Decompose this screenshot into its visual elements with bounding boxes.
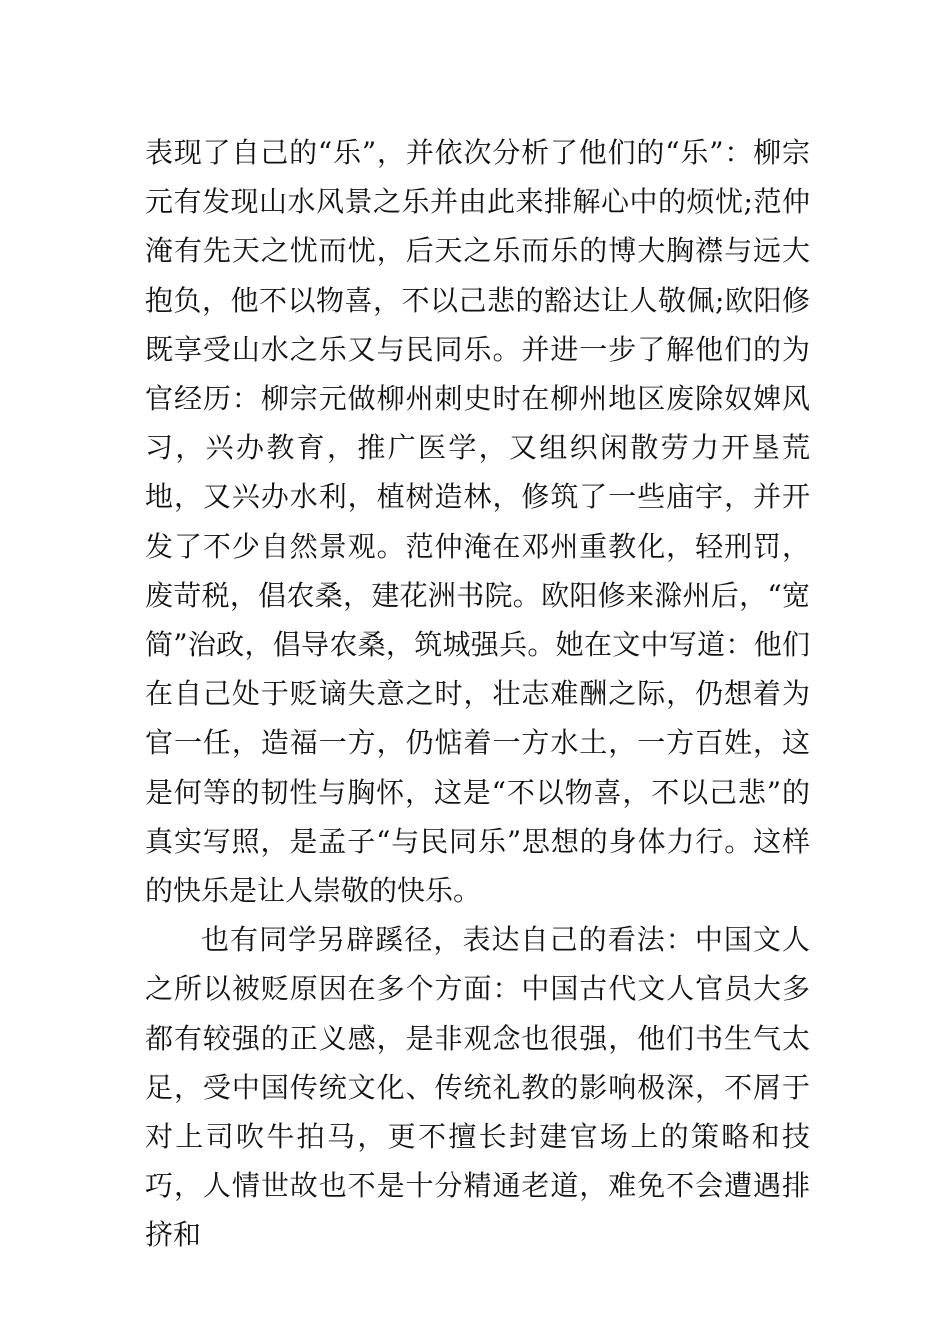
paragraph-new: 也有同学另辟蹊径，表达自己的看法：中国文人之所以被贬原因在多个方面：中国古代文人官员大多都有较强的正义感，是非观念也很强，他们书生气太足，受中国传统文化、传统礼教的影响极深，不屑于对上司吹牛拍马，更不擅长封建官场上的策略和技巧，人情世故也不是十分精通老道，难免不会遭遇排挤和 (145, 923, 810, 1252)
document-body (145, 128, 810, 1260)
paragraph-continued: 表现了自己的“乐”，并依次分析了他们的“乐”：柳宗元有发现山水风景之乐并由此来排解心中的烦忧;范仲淹有先天之忧而忧，后天之乐而乐的博大胸襟与远大抱负，他不以物喜，不以己悲的豁达让人敬佩;欧阳修既享受山水之乐又与民同乐。并进一步了解他们的为官经历：柳宗元做柳州刺史时在柳州地区废除奴婢风习，兴办教育，推广医学，又组织闲散劳力开垦荒地，又兴办水利，植树造林，修筑了一些庙宇，并开发了不少自然景观。范仲淹在邓州重教化，轻刑罚，废苛税，倡农桑，建花洲书院。欧阳修来滁州后，“宽简”治政，倡导农桑，筑城强兵。她在文中写道：他们在自己处于贬谪失意之时，壮志难酬之际，仍想着为官一任，造福一方，仍惦着一方水土，一方百姓，这是何等的韧性与胸怀，这是“不以物喜，不以己悲”的真实写照，是孟子“与民同乐”思想的身体力行。这样的快乐是让人崇敬的快乐。 (145, 136, 810, 908)
